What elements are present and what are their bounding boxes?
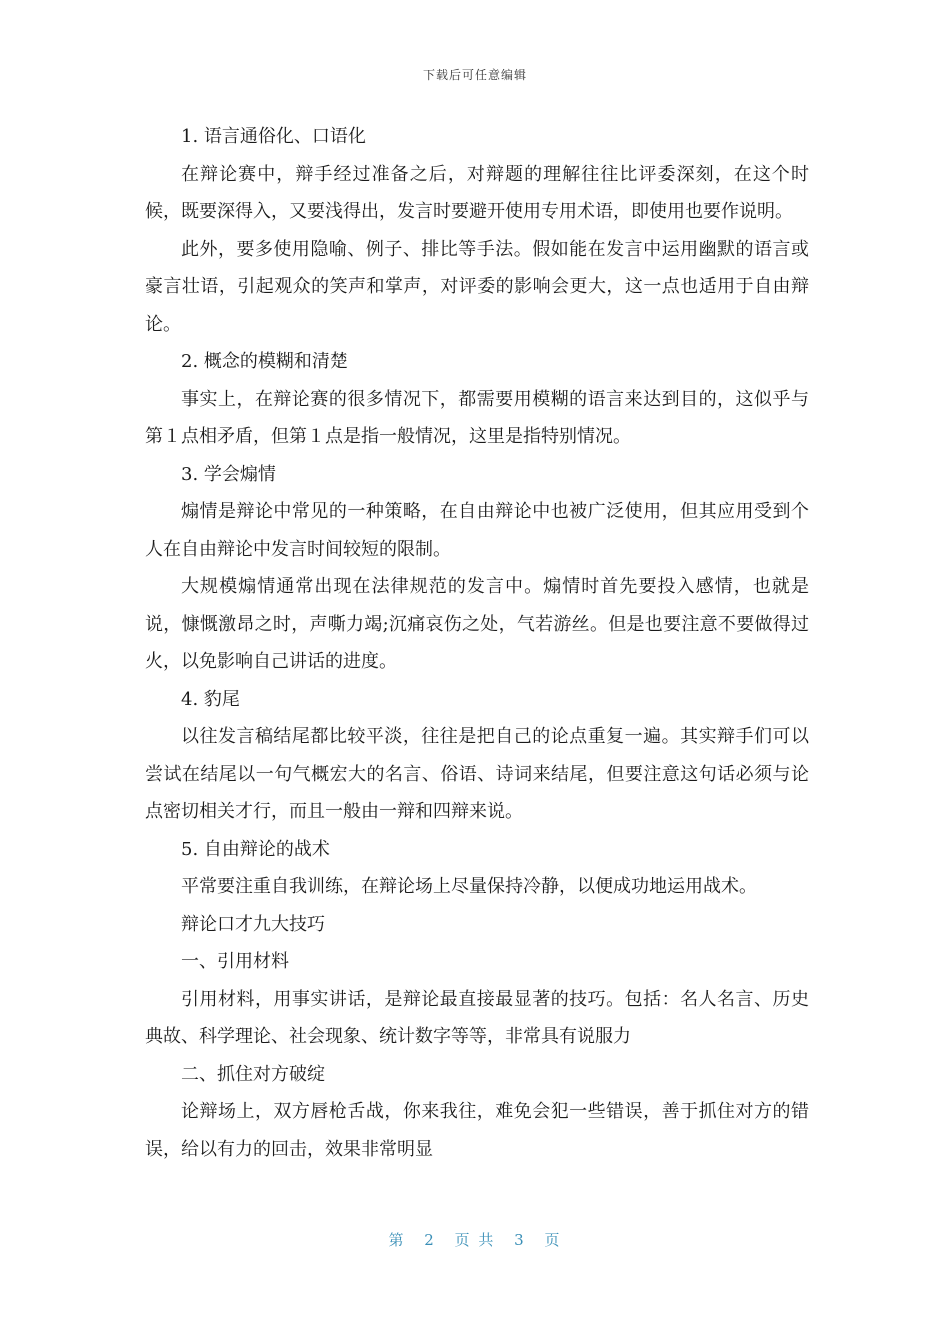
section-title: 辩论口才九大技巧: [181, 913, 325, 935]
subheading-2: 二、抓住对方破绽: [181, 1063, 325, 1085]
heading-1: 1. 语言通俗化、口语化: [181, 126, 366, 147]
paragraph: 事实上，在辩论赛的很多情况下，都需要用模糊的语言来达到目的，这似乎与第１点相矛盾，但第１点是指一般情况，这里是指特别情况。: [145, 388, 809, 447]
footer-total-pages: 3: [514, 1231, 526, 1249]
page-footer: [0, 1229, 950, 1250]
footer-suffix: 页: [544, 1231, 562, 1249]
heading-5: 5. 自由辩论的战术: [181, 838, 330, 860]
subheading-1: 一、引用材料: [181, 951, 289, 972]
paragraph: 在辩论赛中，辩手经过准备之后，对辩题的理解往往比评委深刻，在这个时候，既要深得入，又要浅得出，发言时要避开使用专用术语，即使用也要作说明。: [145, 163, 809, 222]
footer-prefix: 第: [388, 1231, 406, 1249]
heading-2: 2. 概念的模糊和清楚: [181, 351, 348, 372]
paragraph: 引用材料，用事实讲话，是辩论最直接最显著的技巧。包括：名人名言、历史典故、科学理论、社会现象、统计数字等等，非常具有说服力: [145, 988, 809, 1047]
footer-current-page: 2: [424, 1231, 436, 1249]
document-body: [145, 118, 809, 1168]
header-note: 下载后可任意编辑: [422, 68, 527, 82]
heading-3: 3. 学会煽情: [181, 463, 276, 485]
paragraph: 以往发言稿结尾都比较平淡，往往是把自己的论点重复一遍。其实辩手们可以尝试在结尾以一句气概宏大的名言、俗语、诗词来结尾，但要注意这句话必须与论点密切相关才行，而且一般由一辩和四辩来说。: [145, 726, 809, 822]
paragraph: 论辩场上，双方唇枪舌战，你来我往，难免会犯一些错误，善于抓住对方的错误，给以有力的回击，效果非常明显: [145, 1101, 809, 1160]
paragraph: 此外，要多使用隐喻、例子、排比等手法。假如能在发言中运用幽默的语言或豪言壮语，引起观众的笑声和掌声，对评委的影响会更大，这一点也适用于自由辩论。: [145, 238, 809, 335]
footer-middle: 页 共: [454, 1231, 496, 1249]
heading-4: 4. 豹尾: [181, 688, 240, 710]
paragraph: 平常要注重自我训练，在辩论场上尽量保持冷静，以便成功地运用战术。: [181, 876, 757, 897]
paragraph: 大规模煽情通常出现在法律规范的发言中。煽情时首先要投入感情，也就是说，慷慨激昂之时，声嘶力竭;沉痛哀伤之处，气若游丝。但是也要注意不要做得过火，以免影响自己讲话的进度。: [145, 576, 809, 672]
paragraph: 煽情是辩论中常见的一种策略，在自由辩论中也被广泛使用，但其应用受到个人在自由辩论中发言时间较短的限制。: [145, 501, 809, 560]
